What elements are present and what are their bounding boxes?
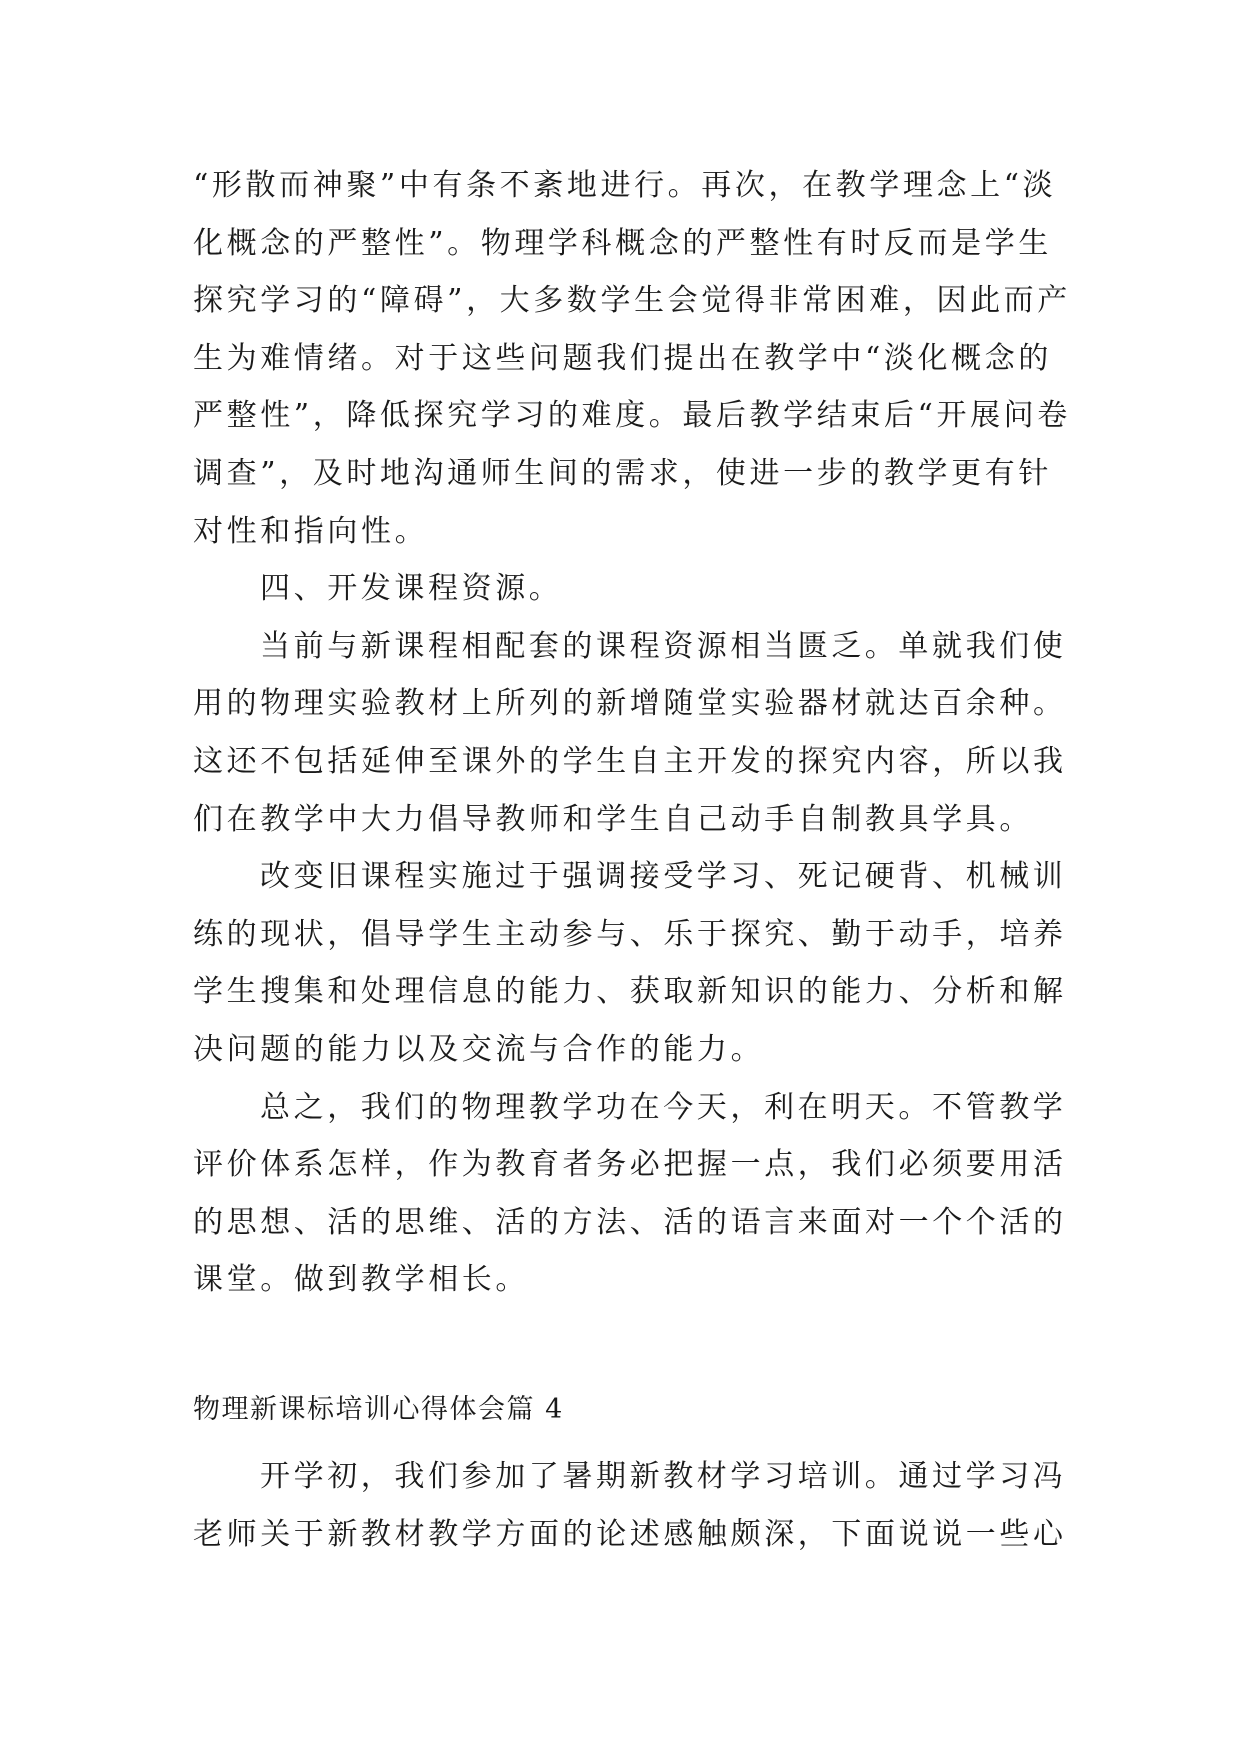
paragraph-conclusion: 总之，我们的物理教学功在今天，利在明天。不管教学评价体系怎样，作为教育者务必把握一点，我们必须要用活的思想、活的思维、活的方法、活的语言来面对一个个活的课堂。做到教学相长。 bbox=[193, 1089, 1067, 1298]
paragraph-section-intro: 开学初，我们参加了暑期新教材学习培训。通过学习冯老师关于新教材教学方面的论述感触颇深，下面说说一些心 bbox=[193, 1459, 1067, 1552]
section-title: 物理新课标培训心得体会篇 4 bbox=[193, 1394, 564, 1425]
paragraph-reform: 改变旧课程实施过于强调接受学习、死记硬背、机械训练的现状，倡导学生主动参与、乐于探究、勤于动手，培养学生搜集和处理信息的能力、获取新知识的能力、分析和解决问题的能力以及交流与合作的能力。 bbox=[193, 859, 1067, 1067]
paragraph-continuation: “形散而神聚”中有条不紊地进行。再次，在教学理念上“淡化概念的严整性”。物理学科概念的严整性有时反而是学生探究学习的“障碍”，大多数学生会觉得非常困难，因此而产生为难情绪。对于这些问题我们提出在教学中“淡化概念的严整性”，降低探究学习的难度。最后教学结束后“开展问卷调查”，及时地沟通师生间的需求，使进一步的教学更有针对性和指向性。 bbox=[193, 168, 1071, 549]
document-body bbox=[193, 157, 1073, 1309]
section-body bbox=[193, 1448, 1073, 1563]
paragraph-course-resources: 当前与新课程相配套的课程资源相当匮乏。单就我们使用的物理实验教材上所列的新增随堂实验器材就达百余种。这还不包括延伸至课外的学生自主开发的探究内容，所以我们在教学中大力倡导教师和学生自己动手自制教具学具。 bbox=[193, 628, 1067, 837]
paragraph-section-heading: 四、开发课程资源。 bbox=[260, 571, 563, 607]
